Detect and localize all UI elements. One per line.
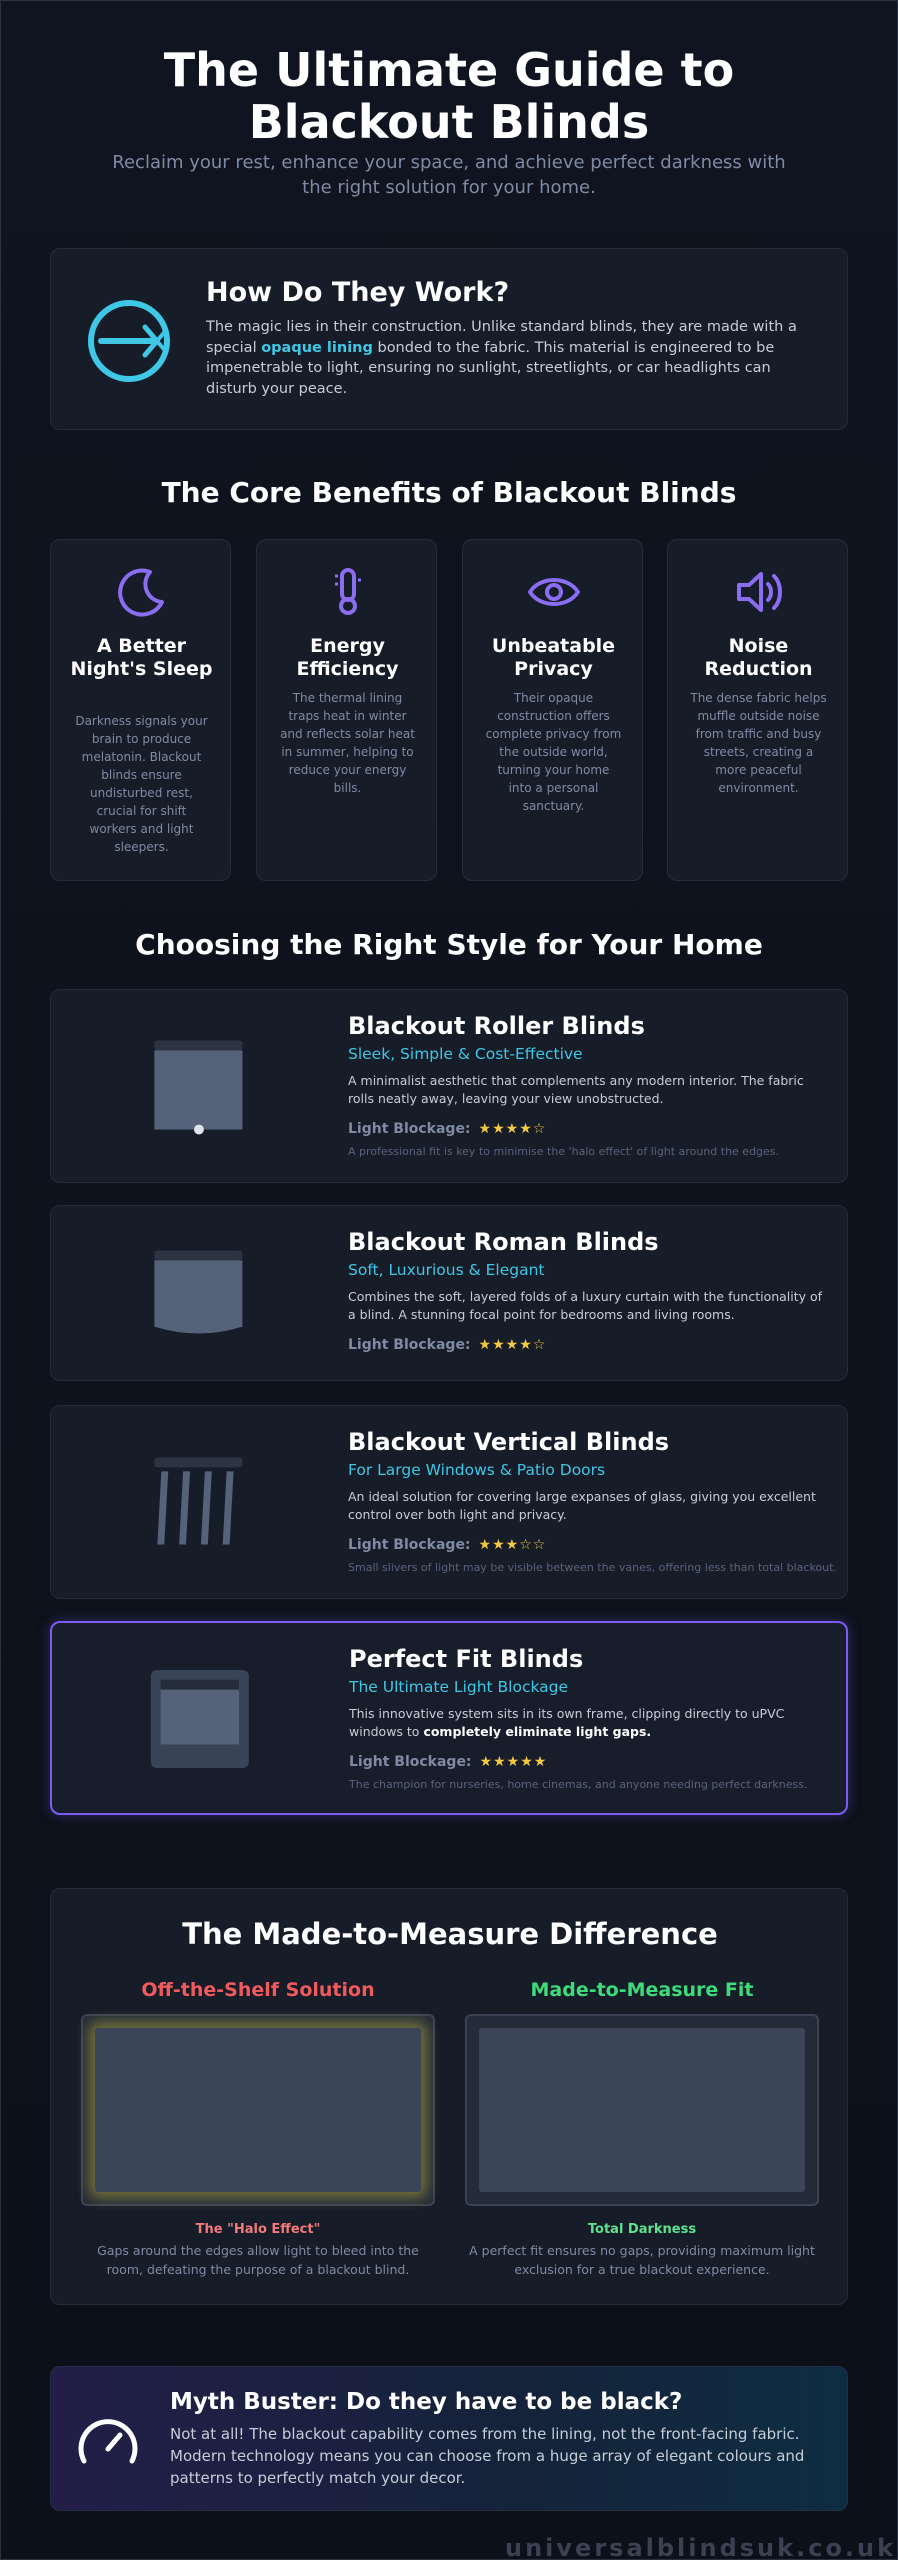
- style-subtitle: Soft, Luxurious & Elegant: [348, 1261, 545, 1279]
- light-blockage-rating: Light Blockage: ★★★★★: [349, 1754, 548, 1770]
- page-subtitle: Reclaim your rest, enhance your space, and achieve perfect darkness with the right solution for your home.: [112, 152, 786, 198]
- style-subtitle: The Ultimate Light Blockage: [349, 1678, 569, 1696]
- thermometer-icon: [322, 566, 374, 618]
- eye-icon: [528, 566, 580, 618]
- how-text: The magic lies in their construction. Unlike standard blinds, they are made with a special opaque lining bonded to the fabric. This material is engineered to be impenetrable to light, ensuring no sunlight, streetlights, or car headlights can disturb your peace.: [206, 319, 797, 397]
- roller-blind-illustration: [51, 990, 331, 1182]
- benefit-card-noise: [667, 539, 848, 881]
- style-subtitle: Sleek, Simple & Cost-Effective: [348, 1045, 583, 1063]
- perfect-fit-illustration: [52, 1623, 332, 1813]
- benefit-card-energy: [256, 539, 437, 881]
- benefit-title: A Better Night's Sleep: [70, 635, 213, 680]
- style-title: Perfect Fit Blinds: [349, 1645, 584, 1673]
- off-the-shelf-title: Off-the-Shelf Solution: [141, 1979, 375, 2001]
- benefit-text: The dense fabric helps muffle outside noise from traffic and busy streets, creating a more peaceful environment.: [690, 691, 827, 795]
- vertical-blind-illustration: [51, 1406, 331, 1598]
- halo-caption: The "Halo Effect": [195, 2222, 321, 2237]
- style-title: Blackout Vertical Blinds: [348, 1428, 670, 1456]
- style-note: A professional fit is key to minimise the 'halo effect' of light around the edges.: [348, 1145, 780, 1158]
- style-note: The champion for nurseries, home cinemas, and anyone needing perfect darkness.: [349, 1778, 808, 1791]
- benefits-heading: The Core Benefits of Blackout Blinds: [161, 476, 737, 509]
- style-title: Blackout Roman Blinds: [348, 1228, 659, 1256]
- benefit-text: Darkness signals your brain to produce melatonin. Blackout blinds ensure undisturbed rest, crucial for shift workers and light sleepers.: [75, 714, 208, 854]
- style-text: This innovative system sits in its own frame, clipping directly to uPVC windows to completely eliminate light gaps.: [349, 1706, 785, 1739]
- style-title: Blackout Roller Blinds: [348, 1012, 645, 1040]
- benefit-text: Their opaque construction offers complete privacy from the outside world, turning your home into a personal sanctuary.: [485, 691, 622, 813]
- watermark: universalblindsuk.co.uk: [505, 2534, 897, 2560]
- benefit-title: Noise Reduction: [704, 635, 813, 680]
- made-to-measure-title: Made-to-Measure Fit: [530, 1979, 754, 2001]
- halo-text: Gaps around the edges allow light to bleed into the room, defeating the purpose of a blackout blind.: [97, 2243, 419, 2277]
- myth-buster-card: [50, 2366, 848, 2511]
- star-rating: ★★★★☆: [478, 1121, 547, 1137]
- perfect-window-illustration: [465, 2014, 819, 2206]
- gauge-icon: [75, 2409, 141, 2475]
- star-rating: ★★★★☆: [478, 1337, 547, 1353]
- style-text: A minimalist aesthetic that complements any modern interior. The fabric rolls neatly away, leaving your view unobstructed.: [348, 1073, 804, 1106]
- light-blockage-rating: Light Blockage: ★★★★☆: [348, 1121, 547, 1137]
- myth-text: Not at all! The blackout capability comes from the lining, not the front-facing fabric. Modern technology means you can choose from a huge array of elegant colours and patterns to perfectly match your decor.: [170, 2425, 805, 2487]
- style-text: An ideal solution for covering large expanses of glass, giving you excellent control over both light and privacy.: [348, 1489, 816, 1522]
- benefit-card-sleep: [50, 539, 231, 881]
- style-text: Combines the soft, layered folds of a luxury curtain with the functionality of a blind. A stunning focal point for bedrooms and living rooms.: [348, 1289, 823, 1322]
- speaker-icon: [733, 566, 785, 618]
- style-card-perfect-fit: [50, 1621, 848, 1815]
- page-title: The Ultimate Guide to Blackout Blinds: [163, 43, 735, 149]
- style-card-roman: [50, 1205, 848, 1381]
- benefit-title: Unbeatable Privacy: [491, 635, 616, 680]
- style-subtitle: For Large Windows & Patio Doors: [348, 1461, 606, 1479]
- roman-blind-illustration: [51, 1206, 331, 1380]
- style-card-roller: [50, 989, 848, 1183]
- star-rating: ★★★☆☆: [478, 1537, 547, 1553]
- star-rating: ★★★★★: [479, 1754, 548, 1770]
- clock-light-icon: [85, 297, 173, 385]
- total-darkness-text: A perfect fit ensures no gaps, providing maximum light exclusion for a true blackout experience.: [469, 2243, 815, 2277]
- benefit-card-privacy: [462, 539, 643, 881]
- light-blockage-rating: Light Blockage: ★★★☆☆: [348, 1537, 547, 1553]
- styles-heading: Choosing the Right Style for Your Home: [135, 928, 763, 961]
- style-card-vertical: [50, 1405, 848, 1599]
- total-darkness-caption: Total Darkness: [587, 2222, 697, 2237]
- benefit-text: The thermal lining traps heat in winter and reflects solar heat in summer, helping to reduce your energy bills.: [280, 691, 415, 795]
- how-title: How Do They Work?: [206, 277, 510, 308]
- comparison-heading: The Made-to-Measure Difference: [182, 1917, 718, 1951]
- opaque-lining-highlight: opaque lining: [261, 339, 373, 356]
- style-note: Small slivers of light may be visible between the vanes, offering less than total blackout.: [348, 1561, 837, 1574]
- benefit-title: Energy Efficiency: [296, 635, 399, 680]
- light-blockage-rating: Light Blockage: ★★★★☆: [348, 1337, 547, 1353]
- how-it-works-card: [50, 248, 848, 430]
- halo-window-illustration: [81, 2014, 435, 2206]
- moon-icon: [116, 566, 168, 618]
- made-to-measure-card: [50, 1888, 848, 2305]
- myth-title: Myth Buster: Do they have to be black?: [170, 2389, 683, 2415]
